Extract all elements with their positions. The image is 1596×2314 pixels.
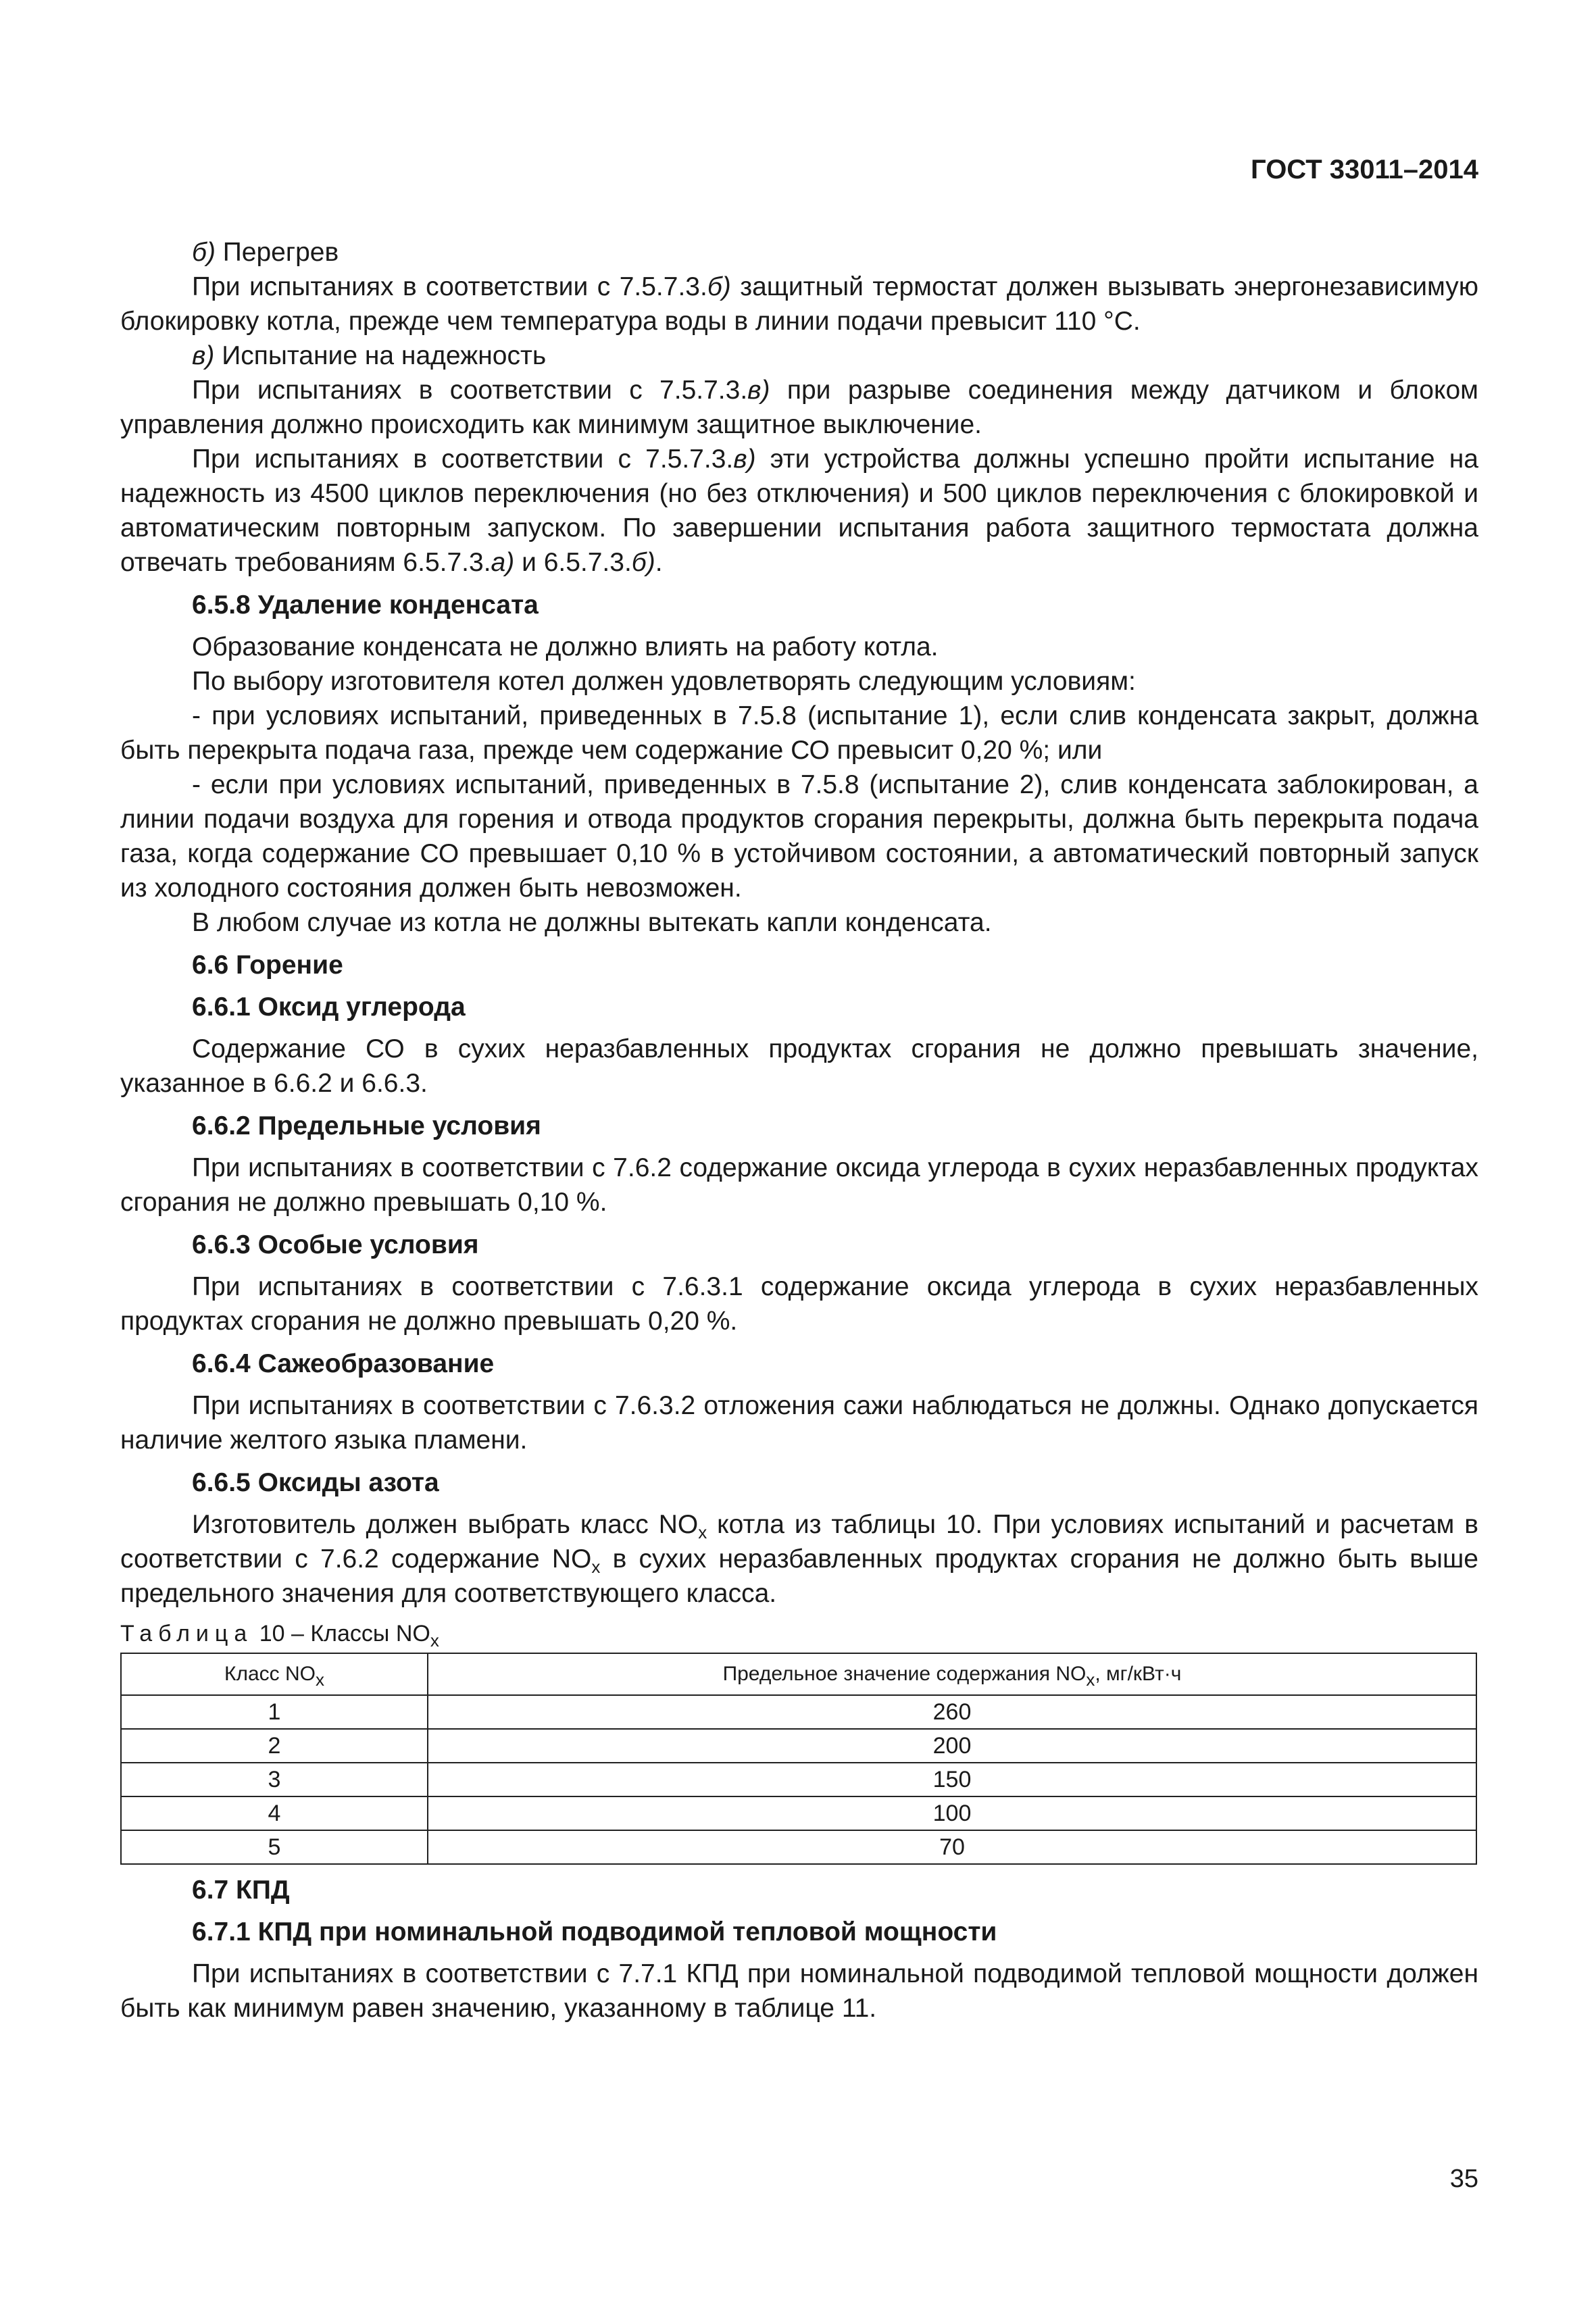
cell-value: 260 xyxy=(428,1695,1476,1729)
table-row xyxy=(121,1830,1476,1864)
cell-class: 3 xyxy=(121,1763,428,1796)
section-heading-6-6-3: 6.6.3 Особые условия xyxy=(192,1230,479,1259)
item-v-text1-post: при разрыве соединения между датчиком и блоком управления должно происходить как минимум защитное выключение. xyxy=(120,376,1478,439)
table-caption-word: Таблица xyxy=(120,1621,253,1646)
table-caption-rest: 10 – Классы NO xyxy=(253,1621,430,1646)
item-v-label: в) xyxy=(192,341,215,370)
column-header-limit xyxy=(428,1653,1476,1695)
paragraph: Содержание СО в сухих неразбавленных продуктах сгорания не должно превышать значение, указанное в 6.6.2 и 6.6.3. xyxy=(120,1034,1478,1098)
document-code: ГОСТ 33011–2014 xyxy=(1251,155,1478,184)
nox-text-b: котла из таблицы 10. При условиях испытаний и расчетам в соответствии с 7.6.2 содержание NO xyxy=(120,1510,1479,1574)
cell-value: 100 xyxy=(428,1796,1476,1830)
table-row xyxy=(121,1796,1476,1830)
item-v-text2-pre: При испытаниях в соответствии с 7.5.7.3. xyxy=(192,445,734,474)
cell-value: 150 xyxy=(428,1763,1476,1796)
column-header-class xyxy=(121,1653,428,1695)
paragraph xyxy=(120,1507,1478,1611)
paragraph: В любом случае из котла не должны вытекать капли конденсата. xyxy=(192,908,992,937)
item-v-text-1 xyxy=(120,373,1478,442)
document-body xyxy=(120,235,1478,2026)
cell-value: 200 xyxy=(428,1729,1476,1763)
item-v-text2-ref-a: а) xyxy=(491,548,515,577)
item-v-title-text: Испытание на надежность xyxy=(214,341,547,370)
cell-class: 5 xyxy=(121,1830,428,1864)
subscript-x: x xyxy=(698,1522,707,1542)
col2-header-pre: Предельное значение содержания NO xyxy=(722,1663,1087,1685)
item-v-text2-mid: эти устройства должны успешно пройти испытание на надежность из 4500 циклов переключения (но без отключения) и 500 циклов переключения с блокировкой и автоматическим повторным запуском. По завершении испытания работа защитного термостата должна отвечать требованиям 6.5.7.3. xyxy=(120,445,1478,577)
item-v-text1-ref: в) xyxy=(747,376,770,405)
table-header-row xyxy=(121,1653,1476,1695)
section-heading-6-6: 6.6 Горение xyxy=(192,951,343,980)
cell-class: 2 xyxy=(121,1729,428,1763)
col2-header-post: , мг/кВт·ч xyxy=(1095,1663,1182,1685)
section-heading-6-6-2: 6.6.2 Предельные условия xyxy=(192,1111,541,1140)
item-v-text-2 xyxy=(120,442,1478,580)
item-b-title-text: Перегрев xyxy=(215,238,339,267)
col1-header-text: Класс NO xyxy=(224,1663,316,1685)
item-b-text xyxy=(120,270,1478,338)
subscript-x: x xyxy=(430,1630,439,1651)
section-heading-6-7-1: 6.7.1 КПД при номинальной подводимой тепловой мощности xyxy=(192,1917,997,1946)
nox-text-a: Изготовитель должен выбрать класс NO xyxy=(192,1510,699,1539)
paragraph: При испытаниях в соответствии с 7.6.3.1 содержание оксида углерода в сухих неразбавленных продуктах сгорания не должно превышать 0,20 %. xyxy=(120,1272,1478,1336)
table-caption xyxy=(120,1620,1478,1651)
item-b-text-post: защитный термостат должен вызывать энергонезависимую блокировку котла, прежде чем температура воды в линии подачи превысит 110 °С. xyxy=(120,272,1478,336)
section-heading-6-7: 6.7 КПД xyxy=(192,1876,290,1905)
table-row xyxy=(121,1729,1476,1763)
item-v-text2-and: и 6.5.7.3. xyxy=(514,548,632,577)
paragraph: При испытаниях в соответствии с 7.6.2 содержание оксида углерода в сухих неразбавленных продуктах сгорания не должно превышать 0,10 %. xyxy=(120,1153,1478,1217)
item-b-title xyxy=(120,235,1478,270)
paragraph: При испытаниях в соответствии с 7.7.1 КПД при номинальной подводимой тепловой мощности должен быть как минимум равен значению, указанному в таблице 11. xyxy=(120,1959,1478,2023)
item-v-text2-ref: в) xyxy=(733,445,756,474)
section-heading-6-6-5: 6.6.5 Оксиды азота xyxy=(192,1468,439,1497)
cell-class: 1 xyxy=(121,1695,428,1729)
item-v-title xyxy=(120,338,1478,373)
section-heading-6-6-4: 6.6.4 Сажеобразование xyxy=(192,1349,495,1378)
table-row xyxy=(121,1695,1476,1729)
item-b-label: б) xyxy=(192,238,216,267)
list-item: - при условиях испытаний, приведенных в 7.5.8 (испытание 1), если слив конденсата закрыт, должна быть перекрыта подача газа, прежде чем содержание СО превысит 0,20 %; или xyxy=(120,701,1478,765)
item-b-text-pre: При испытаниях в соответствии с 7.5.7.3. xyxy=(192,272,707,301)
paragraph: По выбору изготовителя котел должен удовлетворять следующим условиям: xyxy=(192,667,1136,696)
cell-value: 70 xyxy=(428,1830,1476,1864)
subscript-x: x xyxy=(316,1669,324,1690)
list-item: - если при условиях испытаний, приведенных в 7.5.8 (испытание 2), слив конденсата заблокирован, а линии подачи воздуха для горения и отвода продуктов сгорания перекрыты, должна быть перекрыта подача газа, когда содержание СО превышает 0,10 % в устойчивом состоянии, а автоматический повторный запуск из холодного состояния должен быть невозможен. xyxy=(120,770,1478,903)
subscript-x: x xyxy=(1086,1669,1095,1690)
page-number: 35 xyxy=(1449,2165,1478,2193)
nox-text-c: в сухих неразбавленных продуктах сгорания не должно быть выше предельного значения для соответствующего класса. xyxy=(120,1544,1478,1608)
nox-classes-table xyxy=(120,1653,1477,1865)
paragraph: Образование конденсата не должно влиять на работу котла. xyxy=(192,632,939,661)
table-row xyxy=(121,1763,1476,1796)
section-heading-6-6-1: 6.6.1 Оксид углерода xyxy=(192,992,466,1022)
item-v-text1-pre: При испытаниях в соответствии с 7.5.7.3. xyxy=(192,376,748,405)
item-b-ref: б) xyxy=(707,272,731,301)
subscript-x: x xyxy=(591,1557,601,1577)
item-v-text2-ref-b: б) xyxy=(631,548,655,577)
item-v-text2-end: . xyxy=(655,548,663,577)
paragraph: При испытаниях в соответствии с 7.6.3.2 отложения сажи наблюдаться не должны. Однако допускается наличие желтого языка пламени. xyxy=(120,1391,1478,1455)
cell-class: 4 xyxy=(121,1796,428,1830)
section-heading-6-5-8: 6.5.8 Удаление конденсата xyxy=(192,590,539,620)
